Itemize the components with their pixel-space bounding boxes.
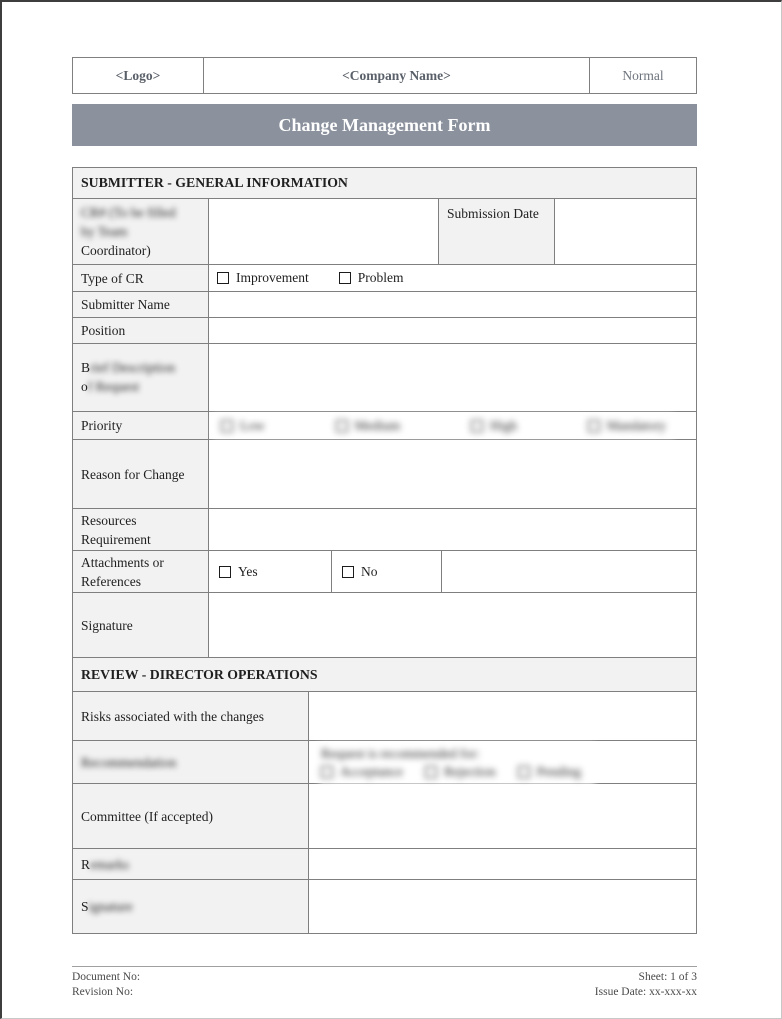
recommendation-prompt: Request is recommended for:: [321, 746, 480, 761]
priority-label: Priority: [73, 412, 208, 439]
review-section-heading: REVIEW - DIRECTOR OPERATIONS: [73, 658, 696, 691]
checkbox-label: Improvement: [236, 270, 309, 285]
remarks-label: [73, 849, 308, 879]
table-row: [73, 879, 696, 933]
review-signature-field[interactable]: [308, 880, 696, 933]
signature-label: Signature: [73, 593, 208, 657]
checkbox-icon[interactable]: [219, 566, 231, 578]
brief-description-line2: [81, 377, 200, 396]
checkbox-label: Medium: [354, 417, 401, 433]
table-row: [73, 411, 696, 439]
table-row: [73, 317, 696, 343]
footer-left: [72, 970, 140, 1000]
recommendation-options-blurred: [319, 744, 595, 784]
header-table: [72, 57, 697, 94]
checkbox-label: High: [490, 417, 517, 433]
checkbox-icon[interactable]: [342, 566, 354, 578]
table-row: [73, 691, 696, 740]
signature-field[interactable]: [208, 593, 696, 657]
checkbox-label: No: [361, 563, 378, 579]
table-row: [73, 439, 696, 508]
remarks-field[interactable]: [308, 849, 696, 879]
revision-no-label: Revision No:: [72, 986, 134, 998]
sheet-number: Sheet: 1 of 3: [638, 971, 697, 983]
checkbox-option-improvement[interactable]: [217, 270, 309, 286]
attachments-option-no: [331, 551, 441, 592]
checkbox-label: Rejection: [443, 764, 496, 779]
table-row: [73, 264, 696, 291]
checkbox-option-acceptance[interactable]: [321, 763, 403, 781]
form-table: [72, 167, 697, 934]
table-row: [73, 291, 696, 317]
committee-field[interactable]: [308, 784, 696, 848]
risks-label: Risks associated with the changes: [73, 692, 308, 740]
label-blurred: emarks: [90, 856, 129, 872]
committee-label: Committee (If accepted): [73, 784, 308, 848]
issue-date: Issue Date: xx-xxx-xx: [594, 986, 697, 998]
checkbox-label: Low: [240, 417, 265, 433]
table-row: [73, 508, 696, 550]
resources-requirement-label: Resources Requirement: [73, 509, 208, 550]
checkbox-option-yes[interactable]: [219, 564, 258, 580]
type-of-cr-label: Type of CR: [73, 265, 208, 291]
attachments-label: Attachments or References: [73, 551, 208, 592]
checkbox-icon[interactable]: [221, 420, 233, 432]
attachments-field[interactable]: [441, 551, 696, 592]
footer-right: [595, 970, 697, 1000]
company-name: <Company Name>: [203, 58, 589, 93]
type-of-cr-options: [208, 265, 696, 291]
label-lead: o: [81, 379, 88, 394]
label-blurred: Recommendation: [81, 754, 177, 770]
reason-for-change-label: Reason for Change: [73, 440, 208, 508]
checkbox-icon[interactable]: [588, 420, 600, 432]
label-blurred: ignature: [88, 899, 133, 914]
table-row: [73, 592, 696, 657]
recommendation-label: [73, 741, 308, 783]
brief-description-label: [73, 344, 208, 411]
cr-label-line3: Coordinator): [81, 243, 151, 258]
table-row: [73, 550, 696, 592]
table-row: [73, 848, 696, 879]
logo-placeholder: <Logo>: [115, 67, 161, 83]
label-lead: B: [81, 360, 91, 375]
checkbox-option-mandatory[interactable]: [588, 418, 666, 434]
priority-options-blurred: [213, 415, 674, 437]
checkbox-icon[interactable]: [336, 420, 348, 432]
submission-date-label: Submission Date: [438, 199, 554, 264]
checkbox-icon[interactable]: [321, 766, 333, 778]
brief-description-line1: [81, 358, 200, 377]
classification-badge: Normal: [589, 58, 696, 93]
checkbox-option-low[interactable]: [221, 418, 265, 434]
label-blurred: rief Description: [90, 360, 176, 375]
checkbox-icon[interactable]: [425, 766, 437, 778]
resources-requirement-field[interactable]: [208, 509, 696, 550]
section-heading-row: [73, 657, 696, 691]
label-lead: R: [81, 856, 91, 872]
table-row: [73, 198, 696, 264]
cr-number-field[interactable]: [208, 199, 438, 264]
checkbox-label: Yes: [238, 563, 258, 579]
position-label: Position: [73, 318, 208, 343]
submitter-name-field[interactable]: [208, 292, 696, 317]
label-blurred: f Request: [87, 379, 140, 394]
checkbox-label: Pending: [536, 764, 581, 779]
section-heading-row: [73, 168, 696, 198]
brief-description-field[interactable]: [208, 344, 696, 411]
table-row: [73, 343, 696, 411]
checkbox-option-pending[interactable]: [518, 763, 581, 781]
page-footer: [72, 966, 697, 1000]
checkbox-icon[interactable]: [339, 272, 351, 284]
checkbox-option-high[interactable]: [471, 418, 517, 434]
checkbox-label: Mandatory: [606, 417, 666, 433]
page-title: Change Management Form: [72, 104, 697, 146]
page-content: [72, 57, 697, 1000]
checkbox-icon[interactable]: [471, 420, 483, 432]
checkbox-icon[interactable]: [518, 766, 530, 778]
cr-label-line1: CR# (To be filled: [81, 205, 176, 220]
submission-date-field[interactable]: [554, 199, 696, 264]
recommendation-options: [308, 741, 696, 783]
checkbox-option-medium[interactable]: [336, 418, 401, 434]
attachments-option-yes: [208, 551, 331, 592]
priority-options: [208, 412, 696, 439]
reason-for-change-field[interactable]: [208, 440, 696, 508]
cr-number-label: [73, 199, 208, 264]
checkbox-label: Problem: [357, 270, 404, 285]
table-row: [73, 740, 696, 783]
submitter-section-heading: SUBMITTER - GENERAL INFORMATION: [73, 168, 696, 198]
checkbox-option-problem[interactable]: [339, 270, 404, 286]
checkbox-label: Acceptance: [340, 764, 403, 779]
recommendation-checkboxes: [321, 763, 581, 781]
cr-label-line2: by Team: [81, 224, 128, 239]
table-row: [73, 783, 696, 848]
checkbox-option-rejection[interactable]: [425, 763, 496, 781]
document-no-label: Document No:: [72, 971, 141, 983]
review-signature-label: [73, 880, 308, 933]
label-lead: S: [81, 899, 89, 914]
submitter-name-label: Submitter Name: [73, 292, 208, 317]
checkbox-icon[interactable]: [217, 272, 229, 284]
checkbox-option-no[interactable]: [342, 564, 378, 580]
risks-field[interactable]: [308, 692, 696, 740]
position-field[interactable]: [208, 318, 696, 343]
